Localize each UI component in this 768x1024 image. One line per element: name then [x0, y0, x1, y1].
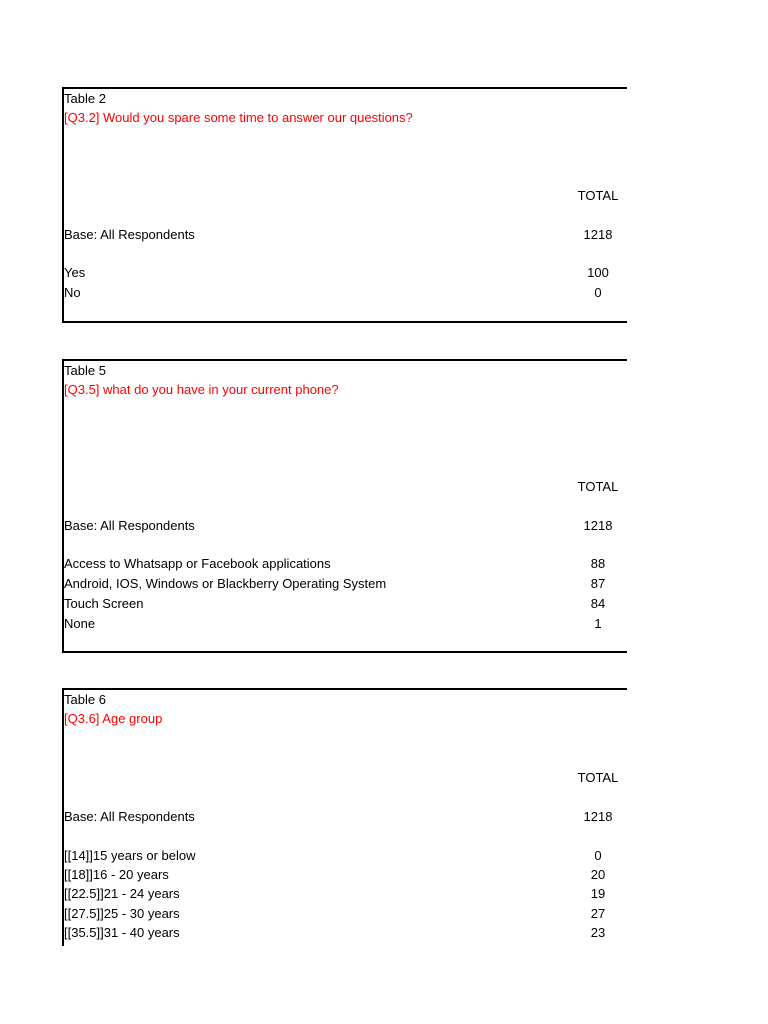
row-value: 20: [590, 867, 606, 882]
table-6: [62, 688, 627, 946]
base-label: Base: All Respondents: [64, 227, 195, 242]
table-2: [62, 87, 627, 323]
base-value: 1218: [583, 809, 613, 824]
total-header: TOTAL: [577, 479, 619, 494]
row-label: [[22.5]]21 - 24 years: [64, 886, 180, 901]
row-label: [[18]]16 - 20 years: [64, 867, 169, 882]
table-question: [Q3.6] Age group: [64, 711, 163, 726]
row-label: [[35.5]]31 - 40 years: [64, 925, 180, 940]
row-value: 87: [590, 576, 606, 591]
table-title: Table 5: [64, 363, 106, 378]
table-question: [Q3.2] Would you spare some time to answer our questions?: [64, 110, 413, 125]
row-label: Android, IOS, Windows or Blackberry Operating System: [64, 576, 387, 591]
table-title: Table 2: [64, 91, 106, 106]
row-label: Access to Whatsapp or Facebook applications: [64, 556, 331, 571]
row-label: None: [64, 616, 96, 631]
table-5: [62, 359, 627, 653]
row-value: 1: [594, 616, 602, 631]
base-label: Base: All Respondents: [64, 809, 195, 824]
base-label: Base: All Respondents: [64, 518, 195, 533]
row-label: No: [64, 285, 81, 300]
row-value: 84: [590, 596, 606, 611]
row-label: [[27.5]]25 - 30 years: [64, 906, 180, 921]
row-value: 100: [587, 265, 609, 280]
row-value: 0: [594, 848, 602, 863]
total-header: TOTAL: [577, 188, 619, 203]
row-value: 88: [590, 556, 606, 571]
row-value: 23: [590, 925, 606, 940]
table-question: [Q3.5] what do you have in your current phone?: [64, 382, 339, 397]
row-value: 27: [590, 906, 606, 921]
total-header: TOTAL: [577, 770, 619, 785]
row-label: Touch Screen: [64, 596, 144, 611]
base-value: 1218: [583, 227, 613, 242]
row-label: Yes: [64, 265, 86, 280]
row-value: 19: [590, 886, 606, 901]
base-value: 1218: [583, 518, 613, 533]
row-label: [[14]]15 years or below: [64, 848, 196, 863]
table-title: Table 6: [64, 692, 106, 707]
row-value: 0: [594, 285, 602, 300]
